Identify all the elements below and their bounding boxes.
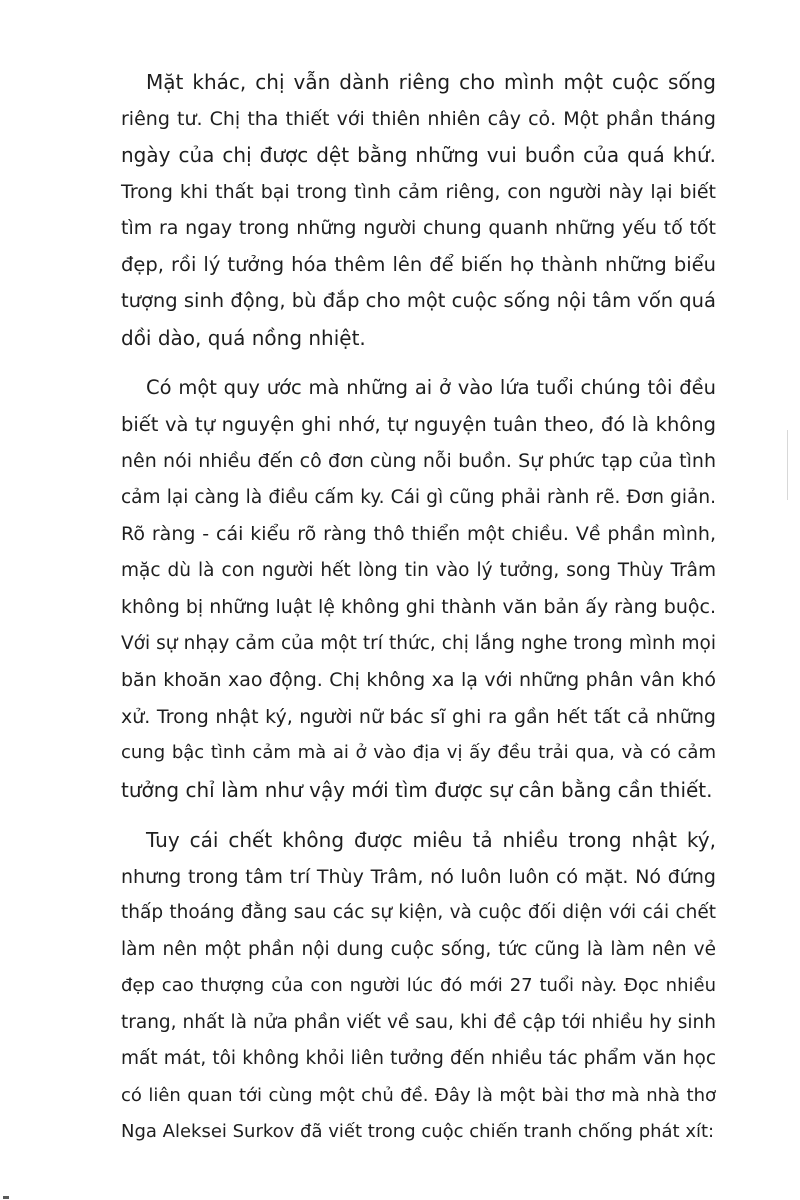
text-line: đẹp cao thượng của con người lúc đó mới 27 tuổi này. Đọc nhiều <box>121 975 716 996</box>
text-line: Rõ ràng - cái kiểu rõ ràng thô thiển một chiều. Về phần mình, <box>121 523 716 545</box>
text-line: Với sự nhạy cảm của một trí thức, chị lắng nghe trong mình mọi <box>121 632 716 654</box>
text-line: trang, nhất là nửa phần viết về sau, khi đề cập tới nhiều hy sinh <box>121 1011 716 1033</box>
text-line: có liên quan tới cùng một chủ đề. Đây là một bài thơ mà nhà thơ <box>121 1084 716 1106</box>
text-line: băn khoăn xao động. Chị không xa lạ với những phân vân khó <box>121 669 716 691</box>
text-line: dồi dào, quá nồng nhiệt. <box>121 325 366 350</box>
text-line: làm nên một phần nội dung cuộc sống, tức cũng là làm nên vẻ <box>121 938 716 960</box>
text-line: Nga Aleksei Surkov đã viết trong cuộc chiến tranh chống phát xít: <box>121 1121 715 1142</box>
text-line: đẹp, rồi lý tưởng hóa thêm lên để biến họ thành những biểu <box>121 252 716 276</box>
text-line: Tuy cái chết không được miêu tả nhiều trong nhật ký, <box>146 828 716 852</box>
text-line: xử. Trong nhật ký, người nữ bác sĩ ghi ra gần hết tất cả những <box>121 705 716 728</box>
page-edge-mark <box>787 430 788 500</box>
text-line: Có một quy ước mà những ai ở vào lứa tuổi chúng tôi đều <box>146 376 716 399</box>
paragraph-spacer <box>146 356 716 370</box>
body-text <box>121 64 716 1151</box>
text-line: tìm ra ngay trong những người chung quanh những yếu tố tốt <box>121 217 716 239</box>
text-line: mặc dù là con người hết lòng tin vào lý tưởng, song Thùy Trâm <box>121 559 716 581</box>
text-line: cảm lại càng là điều cấm ky. Cái gì cũng phải rành rẽ. Đơn giản. <box>121 486 716 508</box>
text-line: biết và tự nguyện ghi nhớ, tự nguyện tuân theo, đó là không <box>121 412 716 436</box>
paragraph-spacer <box>146 808 716 822</box>
corner-mark <box>3 1196 9 1199</box>
text-line: cung bậc tình cảm mà ai ở vào địa vị ấy đều trải qua, và có cảm <box>121 742 716 763</box>
text-line: thấp thoáng đằng sau các sự kiện, và cuộc đối diện với cái chết <box>121 902 716 923</box>
text-line: không bị những luật lệ không ghi thành văn bản ấy ràng buộc. <box>121 596 716 618</box>
paragraph-3 <box>121 822 716 1151</box>
text-line: Mặt khác, chị vẫn dành riêng cho mình một cuộc sống <box>146 70 716 94</box>
text-line: riêng tư. Chị tha thiết với thiên nhiên cây cỏ. Một phần tháng <box>121 107 716 130</box>
paragraph-1 <box>121 64 716 356</box>
text-line: nên nói nhiều đến cô đơn cùng nỗi buồn. Sự phức tạp của tình <box>121 450 716 472</box>
text-line: tượng sinh động, bù đắp cho một cuộc sống nội tâm vốn quá <box>121 289 716 312</box>
text-line: nhưng trong tâm trí Thùy Trâm, nó luôn luôn có mặt. Nó đứng <box>121 865 716 888</box>
text-line: mất mát, tôi không khỏi liên tưởng đến nhiều tác phẩm văn học <box>121 1048 716 1069</box>
text-line: Trong khi thất bại trong tình cảm riêng, con người này lại biết <box>121 180 716 203</box>
text-line: tưởng chỉ làm như vậy mới tìm được sự cân bằng cần thiết. <box>121 777 713 802</box>
text-line: ngày của chị được dệt bằng những vui buồn của quá khứ. <box>121 143 716 167</box>
paragraph-2 <box>121 370 716 808</box>
